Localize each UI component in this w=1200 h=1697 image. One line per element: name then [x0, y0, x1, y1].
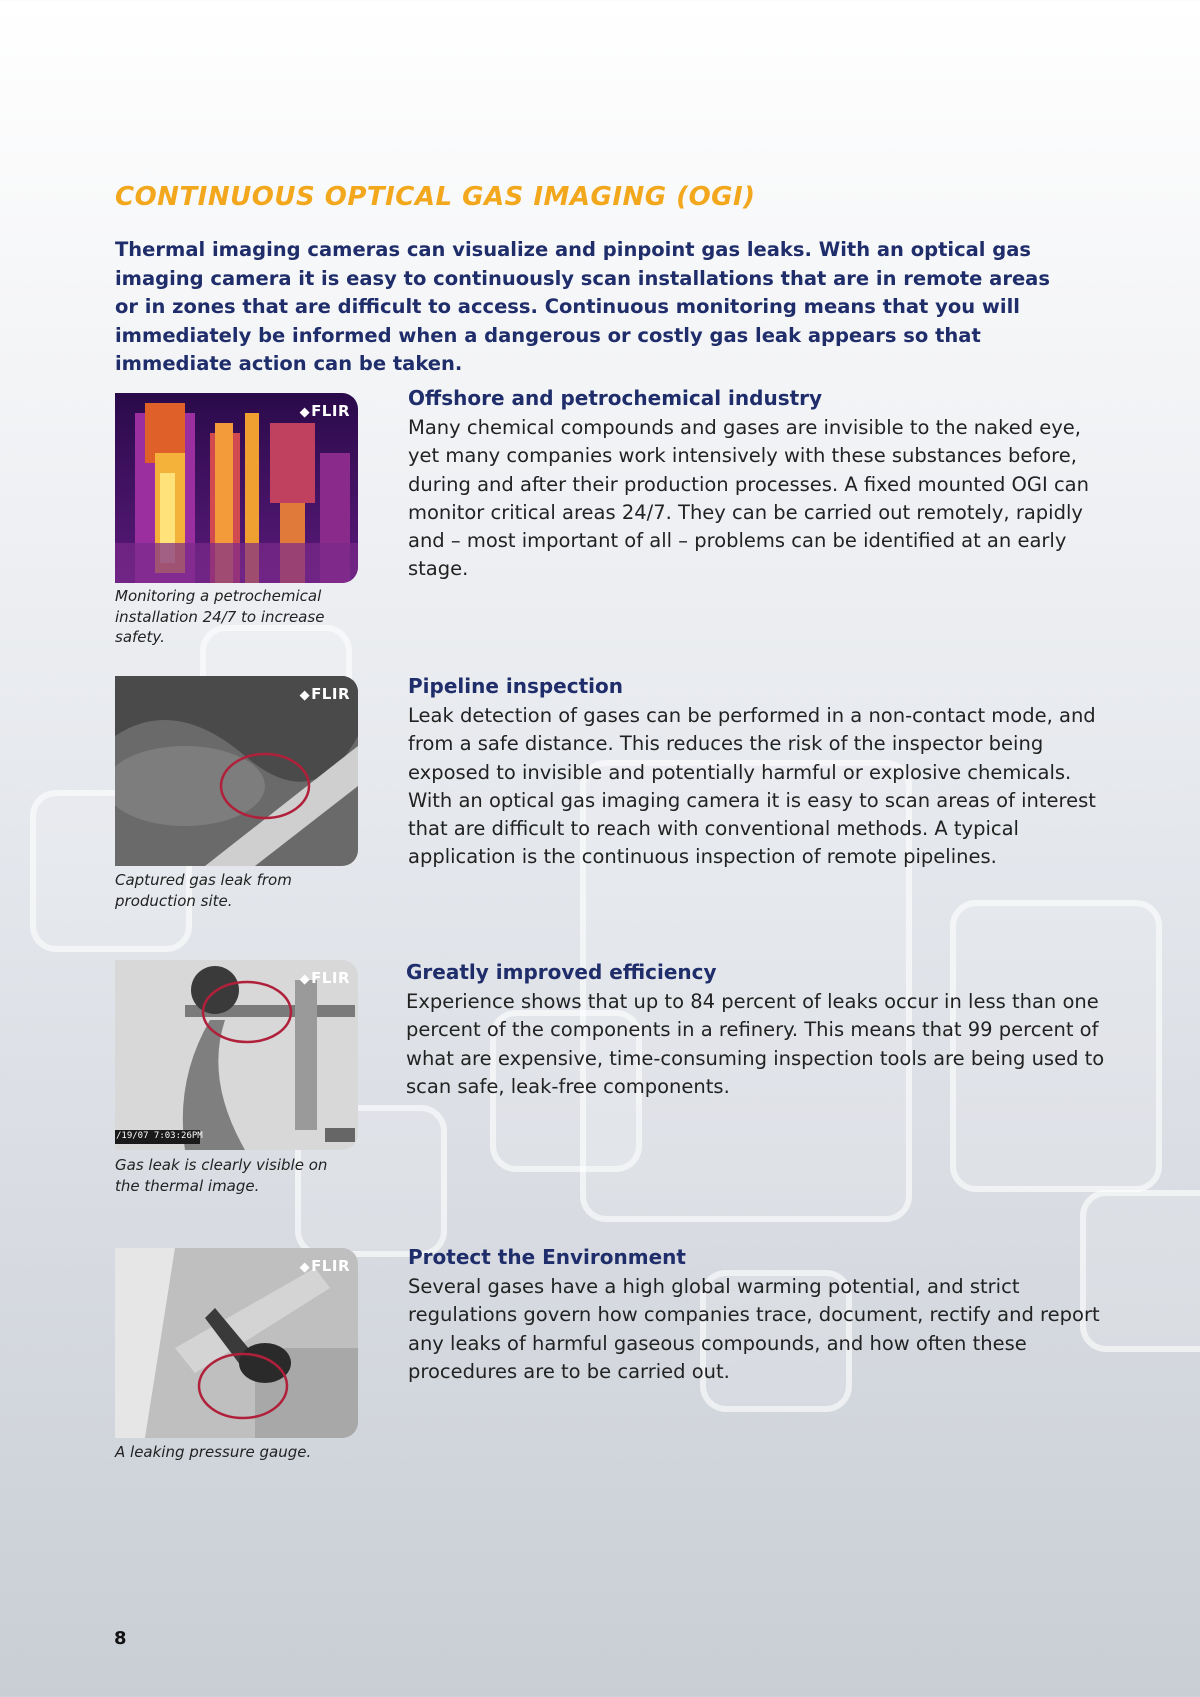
image-caption: Captured gas leak from production site. — [115, 871, 292, 910]
section-body-efficiency: Experience shows that up to 84 percent of leaks occur in less than one percent of the components in a refinery. This means that 99 percent of what are expensive, time-consuming inspection tools are being used to scan safe, leak-free components. — [406, 990, 1105, 1098]
section-body-pipeline: Leak detection of gases can be performed in a non-contact mode, and from a safe distance. This reduces the risk of the inspector being exposed to invisible and potentially harmful or explosive chemicals. With an optical gas imaging camera it is easy to scan areas of interest that are difficult to reach with conventional methods. A typical application is the continuous inspection of remote pipelines. — [408, 704, 1096, 869]
flir-logo: ◆FLIR — [299, 402, 350, 420]
thermal-image-petrochemical — [115, 393, 358, 583]
flir-logo: ◆FLIR — [299, 969, 350, 987]
section-heading-efficiency: Greatly improved efficiency — [406, 960, 717, 984]
image-caption: A leaking pressure gauge. — [115, 1443, 312, 1461]
section-heading-pipeline: Pipeline inspection — [408, 674, 623, 698]
image-caption: Gas leak is clearly visible on the thermal image. — [115, 1156, 328, 1195]
image-timestamp: /19/07 7:03:26PM — [116, 1131, 203, 1141]
flir-logo-icon: ◆ — [299, 688, 311, 703]
page-title: CONTINUOUS OPTICAL GAS IMAGING (OGI) — [115, 182, 756, 212]
page-number: 8 — [114, 1628, 127, 1649]
section-heading-offshore: Offshore and petrochemical industry — [408, 386, 823, 410]
intro-paragraph: Thermal imaging cameras can visualize and pinpoint gas leaks. With an optical gas imaging camera it is easy to continuously scan installations that are in remote areas or in zones that are difficult to access. Continuous monitoring means that you will immediately be informed when a dangerous or costly gas leak appears so that immediate action can be taken. — [115, 238, 1050, 375]
flir-logo-icon: ◆ — [299, 972, 311, 987]
image-caption: Monitoring a petrochemical installation 24/7 to increase safety. — [115, 587, 325, 646]
section-heading-environment: Protect the Environment — [408, 1245, 686, 1269]
flir-logo-icon: ◆ — [299, 1260, 311, 1275]
flir-logo-icon: ◆ — [299, 405, 311, 420]
thermal-image-valve — [115, 960, 358, 1150]
thermal-image-pipeline — [115, 676, 358, 866]
flir-logo: ◆FLIR — [299, 685, 350, 703]
section-body-environment: Several gases have a high global warming potential, and strict regulations govern how companies trace, document, rectify and report any leaks of harmful gaseous compounds, and how often these procedures are to be carried out. — [408, 1275, 1100, 1383]
thermal-image-pressure-gauge — [115, 1248, 358, 1438]
section-body-offshore: Many chemical compounds and gases are invisible to the naked eye, yet many companies work intensively with these substances before, during and after their production processes. A fixed mounted OGI can monitor critical areas 24/7. They can be carried out remotely, rapidly and – most important of all – problems can be identified at an early stage. — [408, 416, 1089, 581]
flir-logo: ◆FLIR — [299, 1257, 350, 1275]
